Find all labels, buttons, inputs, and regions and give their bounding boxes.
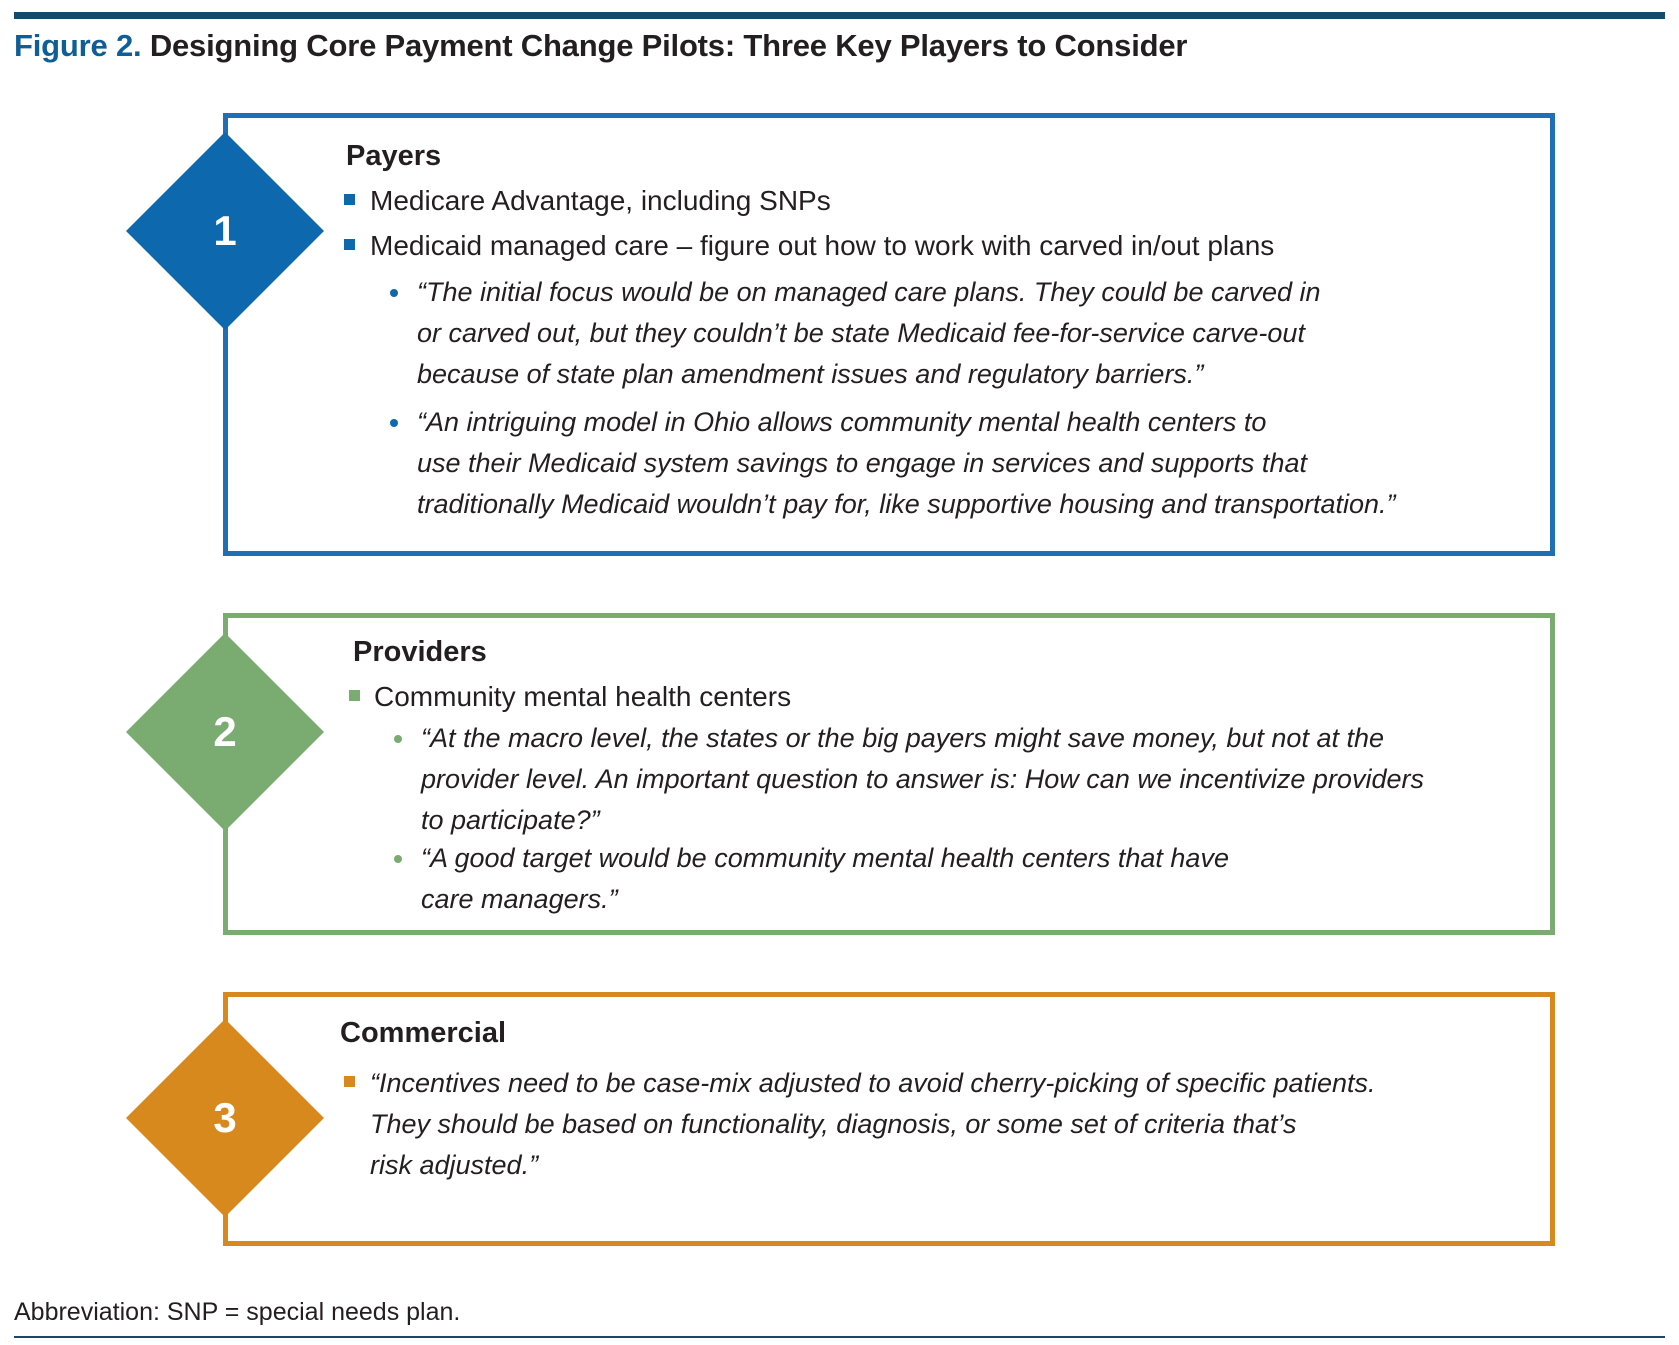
bottom-rule xyxy=(14,1336,1665,1338)
quote-ohio-model: “An intriguing model in Ohio allows community mental health centers to use their Medicaid system savings to engage in services and supports that traditionally Medicaid wouldn’t pay for, like supportive housing and transportation.” xyxy=(417,407,1396,519)
heading-commercial: Commercial xyxy=(340,1017,507,1049)
quote-good-target: “A good target would be community mental health centers that have care managers.” xyxy=(421,843,1229,914)
step-number-1: 1 xyxy=(213,207,237,254)
step-number-3: 3 xyxy=(213,1094,237,1141)
heading-payers: Payers xyxy=(346,140,442,172)
figure-label: Figure 2. xyxy=(14,28,142,63)
bullet-square xyxy=(344,1076,355,1087)
bullet-square xyxy=(344,239,355,250)
top-rule xyxy=(14,12,1665,19)
item-medicare-advantage: Medicare Advantage, including SNPs xyxy=(370,185,831,216)
quote-managed-care-focus: “The initial focus would be on managed care plans. They could be carved in or carved out, but they couldn’t be state Medicaid fee-for-service carve-out because of state plan amendment issues and regulatory barriers.” xyxy=(417,277,1321,389)
figure-title-text: Designing Core Payment Change Pilots: Three Key Players to Consider xyxy=(149,28,1188,63)
bullet-square xyxy=(344,194,355,205)
bullet-dot xyxy=(394,855,402,863)
bullet-dot xyxy=(390,419,398,427)
step-number-2: 2 xyxy=(213,708,237,755)
bullet-dot xyxy=(394,735,402,743)
bullet-dot xyxy=(390,289,398,297)
item-community-mental-health: Community mental health centers xyxy=(374,681,792,712)
item-medicaid-managed-care: Medicaid managed care – figure out how to work with carved in/out plans xyxy=(370,230,1275,261)
heading-providers: Providers xyxy=(353,636,487,668)
figure-title xyxy=(14,28,1187,64)
quote-macro-level: “At the macro level, the states or the big payers might save money, but not at the provider level. An important question to answer is: How can we incentivize providers to participate?” xyxy=(421,723,1424,835)
quote-case-mix: “Incentives need to be case-mix adjusted to avoid cherry-picking of specific patients. They should be based on functionality, diagnosis, or some set of criteria that’s risk adjusted.” xyxy=(370,1068,1376,1180)
bullet-square xyxy=(349,690,360,701)
abbreviation-note: Abbreviation: SNP = special needs plan. xyxy=(14,1298,461,1326)
